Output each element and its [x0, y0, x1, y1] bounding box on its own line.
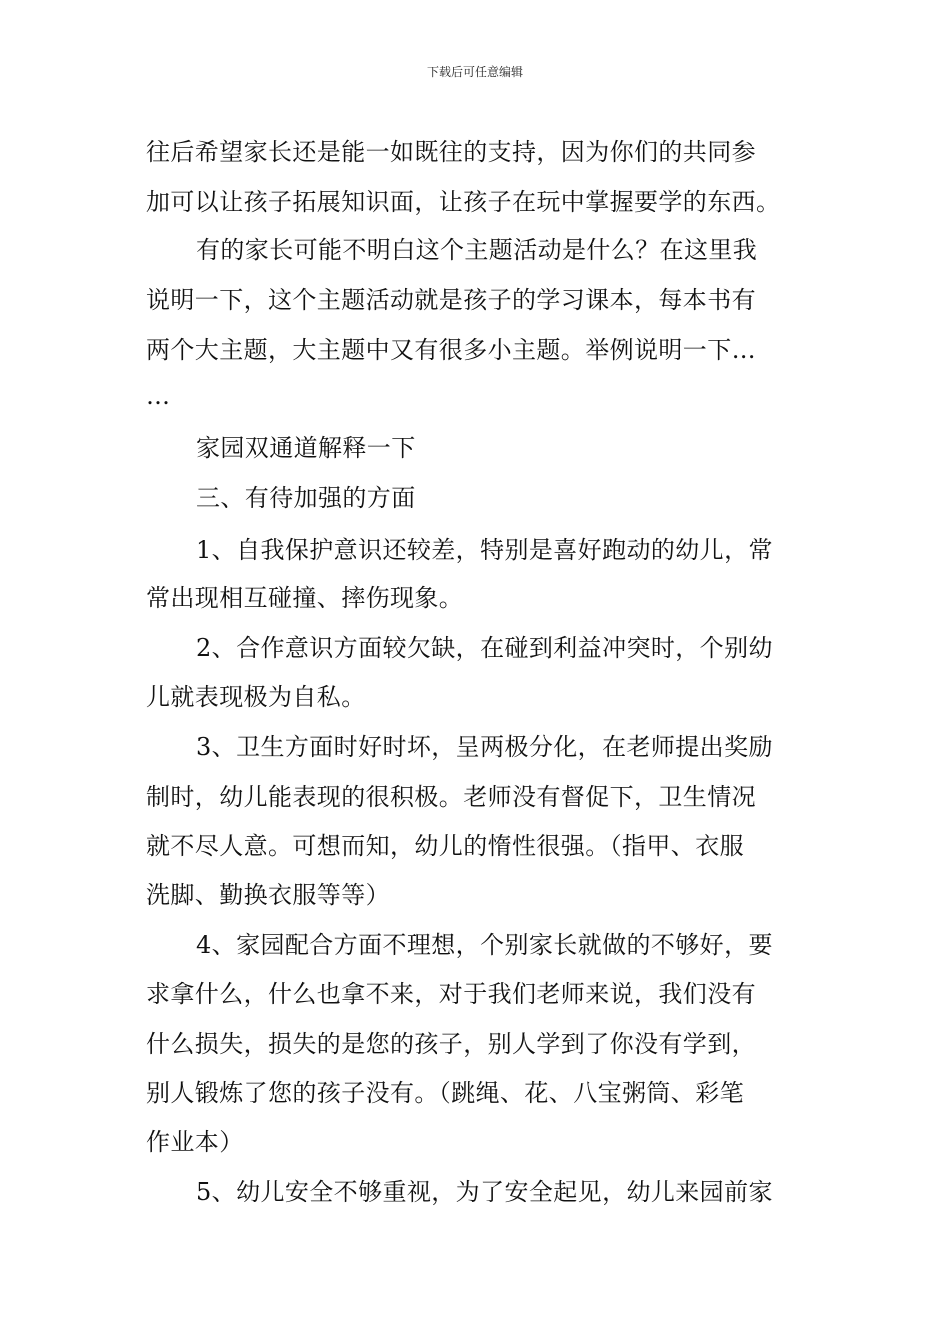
body-line: 3、卫生方面时好时坏，呈两极分化，在老师提出奖励	[196, 733, 773, 761]
body-line: 说明一下，这个主题活动就是孩子的学习课本，每本书有	[146, 286, 756, 314]
body-line: 1、自我保护意识还较差，特别是喜好跑动的幼儿，常	[196, 536, 773, 564]
body-line: 儿就表现极为自私。	[146, 683, 366, 711]
body-line: 三、有待加强的方面	[196, 484, 416, 512]
body-line: 求拿什么，什么也拿不来，对于我们老师来说，我们没有	[146, 980, 756, 1008]
body-line: 家园双通道解释一下	[196, 434, 416, 462]
body-line: 别人锻炼了您的孩子没有。（跳绳、花、八宝粥筒、彩笔	[146, 1079, 744, 1107]
body-line: 2、合作意识方面较欠缺，在碰到利益冲突时，个别幼	[196, 634, 773, 662]
page-header: 下载后可任意编辑	[426, 65, 523, 79]
body-line: 4、家园配合方面不理想，个别家长就做的不够好，要	[196, 931, 773, 959]
body-line: 什么损失，损失的是您的孩子，别人学到了你没有学到，	[146, 1030, 756, 1058]
body-line: 就不尽人意。可想而知，幼儿的惰性很强。（指甲、衣服	[146, 832, 744, 860]
body-line: …	[146, 382, 171, 410]
body-line: 有的家长可能不明白这个主题活动是什么？在这里我	[196, 236, 758, 264]
body-line: 作业本）	[146, 1128, 244, 1156]
body-line: 洗脚、勤换衣服等等）	[146, 881, 390, 909]
body-line: 往后希望家长还是能一如既往的支持，因为你们的共同参	[146, 138, 756, 166]
body-line: 两个大主题，大主题中又有很多小主题。举例说明一下…	[146, 336, 756, 364]
body-line: 常出现相互碰撞、摔伤现象。	[146, 584, 464, 612]
body-line: 制时，幼儿能表现的很积极。老师没有督促下，卫生情况	[146, 783, 756, 811]
body-line: 5、幼儿安全不够重视，为了安全起见，幼儿来园前家	[196, 1178, 773, 1206]
body-line: 加可以让孩子拓展知识面，让孩子在玩中掌握要学的东西。	[146, 188, 781, 216]
